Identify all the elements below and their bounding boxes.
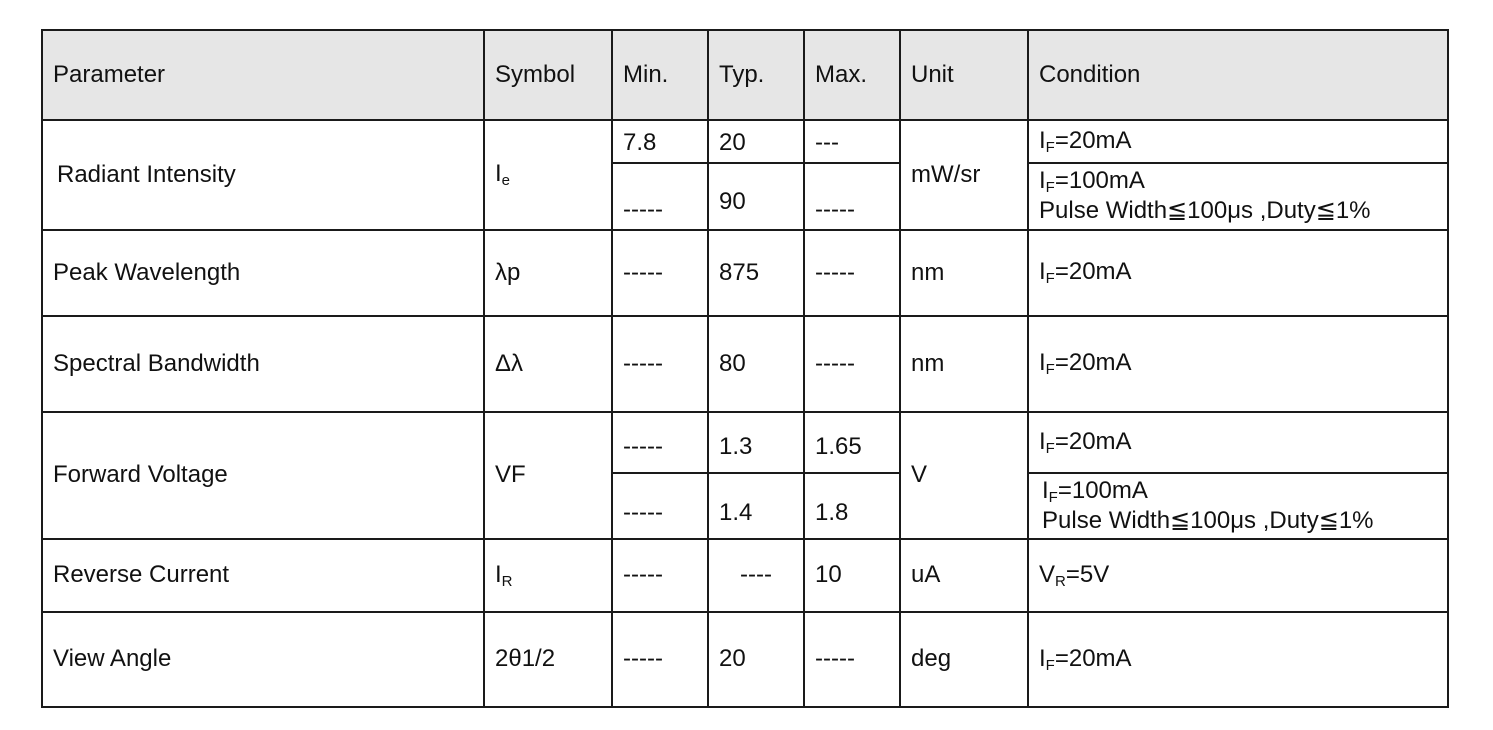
condition-pulse-note: Pulse Width≦100μs ,Duty≦1% xyxy=(1042,506,1374,534)
condition-base: I xyxy=(1039,126,1046,154)
condition-subscript: F xyxy=(1045,138,1055,156)
condition-base: I xyxy=(1039,258,1046,285)
table-header-row xyxy=(42,30,1448,120)
cell-parameter: View Angle xyxy=(42,612,484,707)
condition-value: =20mA xyxy=(1054,126,1132,154)
symbol-subscript: R xyxy=(501,572,513,590)
cell-unit: mW/sr xyxy=(900,120,1028,230)
cell-parameter: Reverse Current xyxy=(42,539,484,612)
cell-condition xyxy=(1028,612,1448,707)
cell-typ: 90 xyxy=(708,163,804,230)
cell-typ: 20 xyxy=(708,612,804,707)
condition-subscript: F xyxy=(1045,361,1055,378)
condition-base: I xyxy=(1039,427,1046,455)
symbol-base: I xyxy=(495,160,502,187)
cell-typ: 1.4 xyxy=(708,473,804,539)
electro-optical-characteristics-table xyxy=(41,29,1449,708)
condition-value: =100mA xyxy=(1057,476,1148,504)
cell-min: ----- xyxy=(612,473,708,539)
condition-base: I xyxy=(1039,167,1046,195)
condition-base: I xyxy=(1039,349,1046,376)
cell-condition xyxy=(1028,412,1448,473)
condition-value: =20mA xyxy=(1054,349,1132,376)
table-row-radiant-intensity-a xyxy=(42,120,1448,163)
cell-max: ----- xyxy=(804,316,900,412)
condition-value: =5V xyxy=(1065,560,1110,588)
cell-symbol: Δλ xyxy=(484,316,612,412)
cell-typ: 1.3 xyxy=(708,412,804,473)
condition-subscript: F xyxy=(1045,439,1055,457)
cell-condition xyxy=(1028,316,1448,412)
symbol-base: I xyxy=(495,560,502,588)
condition-base: V xyxy=(1039,560,1056,588)
cell-typ: 80 xyxy=(708,316,804,412)
header-unit: Unit xyxy=(900,30,1028,120)
cell-max: ----- xyxy=(804,612,900,707)
cell-unit: nm xyxy=(900,230,1028,316)
header-min: Min. xyxy=(612,30,708,120)
cell-unit: V xyxy=(900,412,1028,539)
cell-unit: nm xyxy=(900,316,1028,412)
cell-parameter: Peak Wavelength xyxy=(42,230,484,316)
cell-condition xyxy=(1028,163,1448,230)
cell-min: ----- xyxy=(612,230,708,316)
condition-subscript: F xyxy=(1045,656,1055,674)
condition-value: =20mA xyxy=(1054,644,1132,672)
cell-min: ----- xyxy=(612,612,708,707)
cell-unit: uA xyxy=(900,539,1028,612)
table-row-peak-wavelength xyxy=(42,230,1448,316)
cell-symbol xyxy=(484,539,612,612)
condition-value: =20mA xyxy=(1054,258,1132,285)
cell-unit: deg xyxy=(900,612,1028,707)
cell-symbol: 2θ1/2 xyxy=(484,612,612,707)
cell-min: 7.8 xyxy=(612,120,708,163)
condition-subscript: R xyxy=(1055,572,1066,590)
parameter-label: Radiant Intensity xyxy=(57,160,236,188)
cell-parameter: Forward Voltage xyxy=(42,412,484,539)
cell-min: ----- xyxy=(612,316,708,412)
cell-condition xyxy=(1028,230,1448,316)
condition-base: I xyxy=(1039,644,1046,672)
cell-max: --- xyxy=(804,120,900,163)
cell-min: ----- xyxy=(612,539,708,612)
cell-max: ----- xyxy=(804,163,900,230)
cell-condition xyxy=(1028,539,1448,612)
header-symbol: Symbol xyxy=(484,30,612,120)
cell-max: 10 xyxy=(804,539,900,612)
cell-symbol: λp xyxy=(484,230,612,316)
cell-min: ----- xyxy=(612,412,708,473)
cell-max: 1.8 xyxy=(804,473,900,539)
condition-subscript: F xyxy=(1045,179,1055,197)
condition-pulse-note: Pulse Width≦100μs ,Duty≦1% xyxy=(1039,197,1371,225)
condition-value: =100mA xyxy=(1054,167,1145,195)
condition-subscript: F xyxy=(1048,488,1058,506)
cell-parameter: Spectral Bandwidth xyxy=(42,316,484,412)
cell-condition xyxy=(1028,473,1448,539)
table-row-forward-voltage-a xyxy=(42,412,1448,473)
table-row-reverse-current xyxy=(42,539,1448,612)
cell-min: ----- xyxy=(612,163,708,230)
header-max: Max. xyxy=(804,30,900,120)
symbol-subscript: e xyxy=(501,172,511,189)
condition-subscript: F xyxy=(1045,270,1055,287)
cell-typ: 875 xyxy=(708,230,804,316)
header-typ: Typ. xyxy=(708,30,804,120)
header-parameter: Parameter xyxy=(42,30,484,120)
cell-parameter xyxy=(42,120,484,230)
cell-condition xyxy=(1028,120,1448,163)
header-condition: Condition xyxy=(1028,30,1448,120)
cell-symbol xyxy=(484,120,612,230)
condition-base: I xyxy=(1042,476,1049,504)
cell-symbol: VF xyxy=(484,412,612,539)
condition-value: =20mA xyxy=(1054,427,1132,455)
cell-max: ----- xyxy=(804,230,900,316)
table-row-view-angle xyxy=(42,612,1448,707)
cell-typ: 20 xyxy=(708,120,804,163)
cell-typ: ---- xyxy=(708,539,804,612)
table-row-spectral-bandwidth xyxy=(42,316,1448,412)
cell-max: 1.65 xyxy=(804,412,900,473)
